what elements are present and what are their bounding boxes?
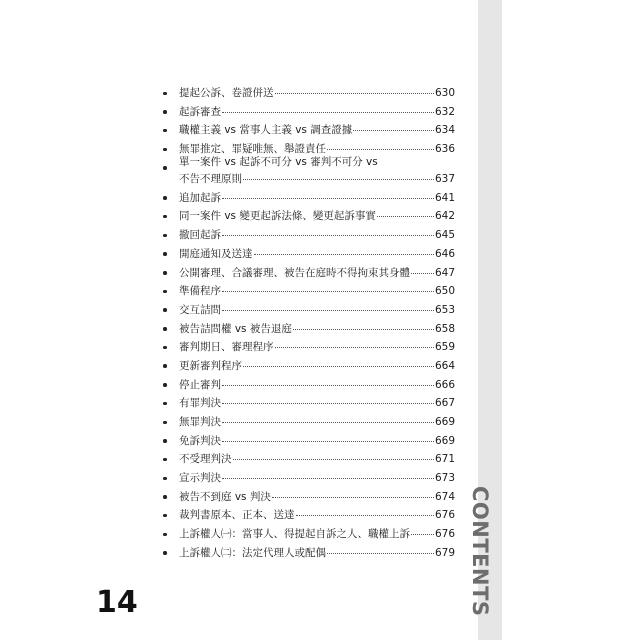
bullet-icon xyxy=(163,402,167,406)
toc-entry-row xyxy=(179,376,455,395)
dot-leader xyxy=(296,515,434,516)
dot-leader xyxy=(377,216,434,217)
toc-entry-page: 645 xyxy=(434,229,455,242)
bullet-icon xyxy=(163,346,167,350)
toc-entry-title: 撤回起訴 xyxy=(179,229,221,242)
dot-leader xyxy=(411,273,434,274)
dot-leader xyxy=(327,553,434,554)
toc-entry[interactable] xyxy=(163,264,455,283)
dot-leader xyxy=(243,366,434,367)
toc-entry-page: 653 xyxy=(434,303,455,316)
toc-entry-title: 同一案件 vs 變更起訴法條、變更起訴事實 xyxy=(179,210,376,223)
toc-entry-row xyxy=(179,282,455,301)
toc-entry-title: 不受理判決 xyxy=(179,453,232,466)
bullet-icon xyxy=(163,308,167,312)
toc-entry-page: 642 xyxy=(434,210,455,223)
toc-entry-page: 632 xyxy=(434,105,455,118)
toc-entry-row xyxy=(179,469,455,488)
bullet-icon xyxy=(163,166,167,170)
toc-entry-title: 無罪判決 xyxy=(179,416,221,428)
bullet-icon xyxy=(163,215,167,219)
toc-entry[interactable] xyxy=(163,506,455,525)
toc-entry-row xyxy=(179,170,455,189)
toc-entry-title: 免訴判決 xyxy=(179,434,221,447)
toc-entry[interactable] xyxy=(163,450,455,469)
toc-entry[interactable] xyxy=(163,544,455,563)
dot-leader xyxy=(222,385,434,386)
toc-entry-page: 667 xyxy=(434,397,455,410)
toc-entry-row xyxy=(179,264,455,283)
bullet-icon xyxy=(163,533,167,537)
toc-entry-row xyxy=(179,84,455,103)
toc-entry-row xyxy=(179,525,455,544)
bullet-icon xyxy=(163,92,167,96)
toc-entry-row xyxy=(179,103,455,122)
toc-entry-title: 宣示判決 xyxy=(179,472,221,485)
toc-entry-title: 無罪推定、罪疑唯無、舉證責任 xyxy=(179,143,326,156)
toc-entry-title: 提起公訴、卷證併送 xyxy=(179,87,274,99)
dot-leader xyxy=(222,235,434,236)
toc-entry[interactable] xyxy=(163,121,455,140)
dot-leader xyxy=(275,93,434,94)
toc-entry[interactable] xyxy=(163,432,455,451)
toc-entry-title: 追加起訴 xyxy=(179,191,221,204)
page-number: 14 xyxy=(96,585,138,620)
dot-leader xyxy=(222,478,434,479)
toc-entry-row xyxy=(179,121,455,140)
toc-entry-page: 659 xyxy=(434,341,455,354)
bullet-icon xyxy=(163,551,167,555)
toc-entry-title: 職權主義 vs 當事人主義 vs 調查證據 xyxy=(179,124,353,137)
dot-leader xyxy=(254,254,434,255)
toc-entry-row xyxy=(179,394,455,413)
toc-entry-page: 676 xyxy=(434,509,455,522)
bullet-icon xyxy=(163,421,167,425)
toc-entry[interactable] xyxy=(163,245,455,264)
toc-entry[interactable] xyxy=(163,357,455,376)
toc-entry[interactable] xyxy=(163,469,455,488)
dot-leader xyxy=(293,329,434,330)
bullet-icon xyxy=(163,364,167,368)
toc-entry-page: 671 xyxy=(434,453,455,466)
toc-entry-row xyxy=(179,357,455,376)
toc-entry[interactable] xyxy=(163,394,455,413)
toc-entry[interactable] xyxy=(163,103,455,122)
toc-entry-page: 676 xyxy=(434,528,455,541)
contents-side-label: CONTENTS xyxy=(468,486,492,617)
toc-entry[interactable] xyxy=(163,84,455,103)
toc-entry-title: 有罪判決 xyxy=(179,397,221,410)
toc-entry[interactable] xyxy=(163,488,455,507)
toc-entry-page: 630 xyxy=(434,87,455,99)
toc-entry-row xyxy=(179,189,455,208)
toc-entry-page: 646 xyxy=(434,247,455,260)
toc-entry-row xyxy=(179,338,455,357)
toc-entry-title: 交互詰問 xyxy=(179,303,221,316)
dot-leader xyxy=(353,130,434,131)
bullet-icon xyxy=(163,252,167,256)
dot-leader xyxy=(222,403,434,404)
toc-entry-row xyxy=(179,301,455,320)
table-of-contents xyxy=(163,84,455,563)
bullet-icon xyxy=(163,477,167,481)
bullet-icon xyxy=(163,495,167,499)
toc-entry-title: 裁判書原本、正本、送達 xyxy=(179,509,295,522)
toc-entry-page: 669 xyxy=(434,434,455,447)
toc-entry[interactable] xyxy=(163,338,455,357)
toc-entry-page: 666 xyxy=(434,378,455,391)
dot-leader xyxy=(233,459,434,460)
toc-entry-row xyxy=(179,320,455,339)
dot-leader xyxy=(222,112,434,113)
toc-entry-page: 679 xyxy=(434,546,455,559)
toc-entry-title: 起訴審查 xyxy=(179,105,221,118)
toc-entry-title: 開庭通知及送達 xyxy=(179,247,253,260)
toc-entry-title: 公開審理、合議審理、被告在庭時不得拘束其身體 xyxy=(179,266,410,279)
toc-entry-page: 673 xyxy=(434,472,455,485)
dot-leader xyxy=(411,534,434,535)
toc-entry-title: 被告不到庭 vs 判決 xyxy=(179,490,271,503)
toc-entry-page: 637 xyxy=(434,172,455,185)
bullet-icon xyxy=(163,290,167,294)
toc-entry-row xyxy=(179,207,455,226)
bullet-icon xyxy=(163,110,167,114)
toc-entry-title: 審判期日、審理程序 xyxy=(179,341,274,354)
toc-entry[interactable] xyxy=(163,189,455,208)
toc-entry-row xyxy=(179,544,455,563)
toc-entry-page: 674 xyxy=(434,490,455,503)
toc-entry-title: 準備程序 xyxy=(179,285,221,298)
toc-entry[interactable] xyxy=(163,301,455,320)
toc-entry-row xyxy=(179,506,455,525)
bullet-icon xyxy=(163,458,167,462)
bullet-icon xyxy=(163,439,167,443)
dot-leader xyxy=(222,441,434,442)
toc-entry-row xyxy=(179,450,455,469)
bullet-icon xyxy=(163,234,167,238)
toc-entry[interactable] xyxy=(163,376,455,395)
toc-entry[interactable] xyxy=(163,320,455,339)
toc-entry-page: 650 xyxy=(434,285,455,298)
toc-entry[interactable] xyxy=(163,525,455,544)
dot-leader xyxy=(222,291,434,292)
toc-entry-row xyxy=(179,488,455,507)
toc-entry-page: 647 xyxy=(434,266,455,279)
bullet-icon xyxy=(163,327,167,331)
toc-entry-row xyxy=(179,226,455,245)
toc-entry-title: 上訴權人㈡：法定代理人或配偶 xyxy=(179,546,326,559)
toc-entry-page: 658 xyxy=(434,322,455,335)
toc-entry[interactable] xyxy=(163,282,455,301)
toc-entry[interactable] xyxy=(163,226,455,245)
dot-leader xyxy=(243,179,434,180)
bullet-icon xyxy=(163,383,167,387)
toc-entry-title: 上訴權人㈠：當事人、得提起自訴之人、職權上訴 xyxy=(179,528,410,541)
toc-entry-title: 停止審判 xyxy=(179,378,221,391)
toc-entry[interactable] xyxy=(163,155,455,189)
dot-leader xyxy=(327,149,434,150)
toc-entry-title: 被告詰問權 vs 被告退庭 xyxy=(179,322,292,335)
bullet-icon xyxy=(163,271,167,275)
toc-entry-row xyxy=(179,432,455,451)
dot-leader xyxy=(222,198,434,199)
toc-entry-title: 不告不理原則 xyxy=(179,172,242,185)
toc-entry[interactable] xyxy=(163,413,455,432)
bullet-icon xyxy=(163,129,167,133)
toc-entry-title-line1: 單一案件 vs 起訴不可分 vs 審判不可分 vs xyxy=(179,155,378,168)
bullet-icon xyxy=(163,148,167,152)
bullet-icon xyxy=(163,196,167,200)
toc-entry-page: 641 xyxy=(434,191,455,204)
toc-entry-page: 664 xyxy=(434,359,455,372)
toc-entry-page: 634 xyxy=(434,124,455,137)
dot-leader xyxy=(272,497,434,498)
toc-entry-row xyxy=(179,413,455,432)
dot-leader xyxy=(222,310,434,311)
bullet-icon xyxy=(163,514,167,518)
toc-entry[interactable] xyxy=(163,207,455,226)
dot-leader xyxy=(275,347,434,348)
toc-entry-title: 更新審判程序 xyxy=(179,359,242,372)
toc-entry-page: 636 xyxy=(434,143,455,156)
toc-entry-row xyxy=(179,245,455,264)
dot-leader xyxy=(222,422,434,423)
toc-entry-page: 669 xyxy=(434,416,455,428)
